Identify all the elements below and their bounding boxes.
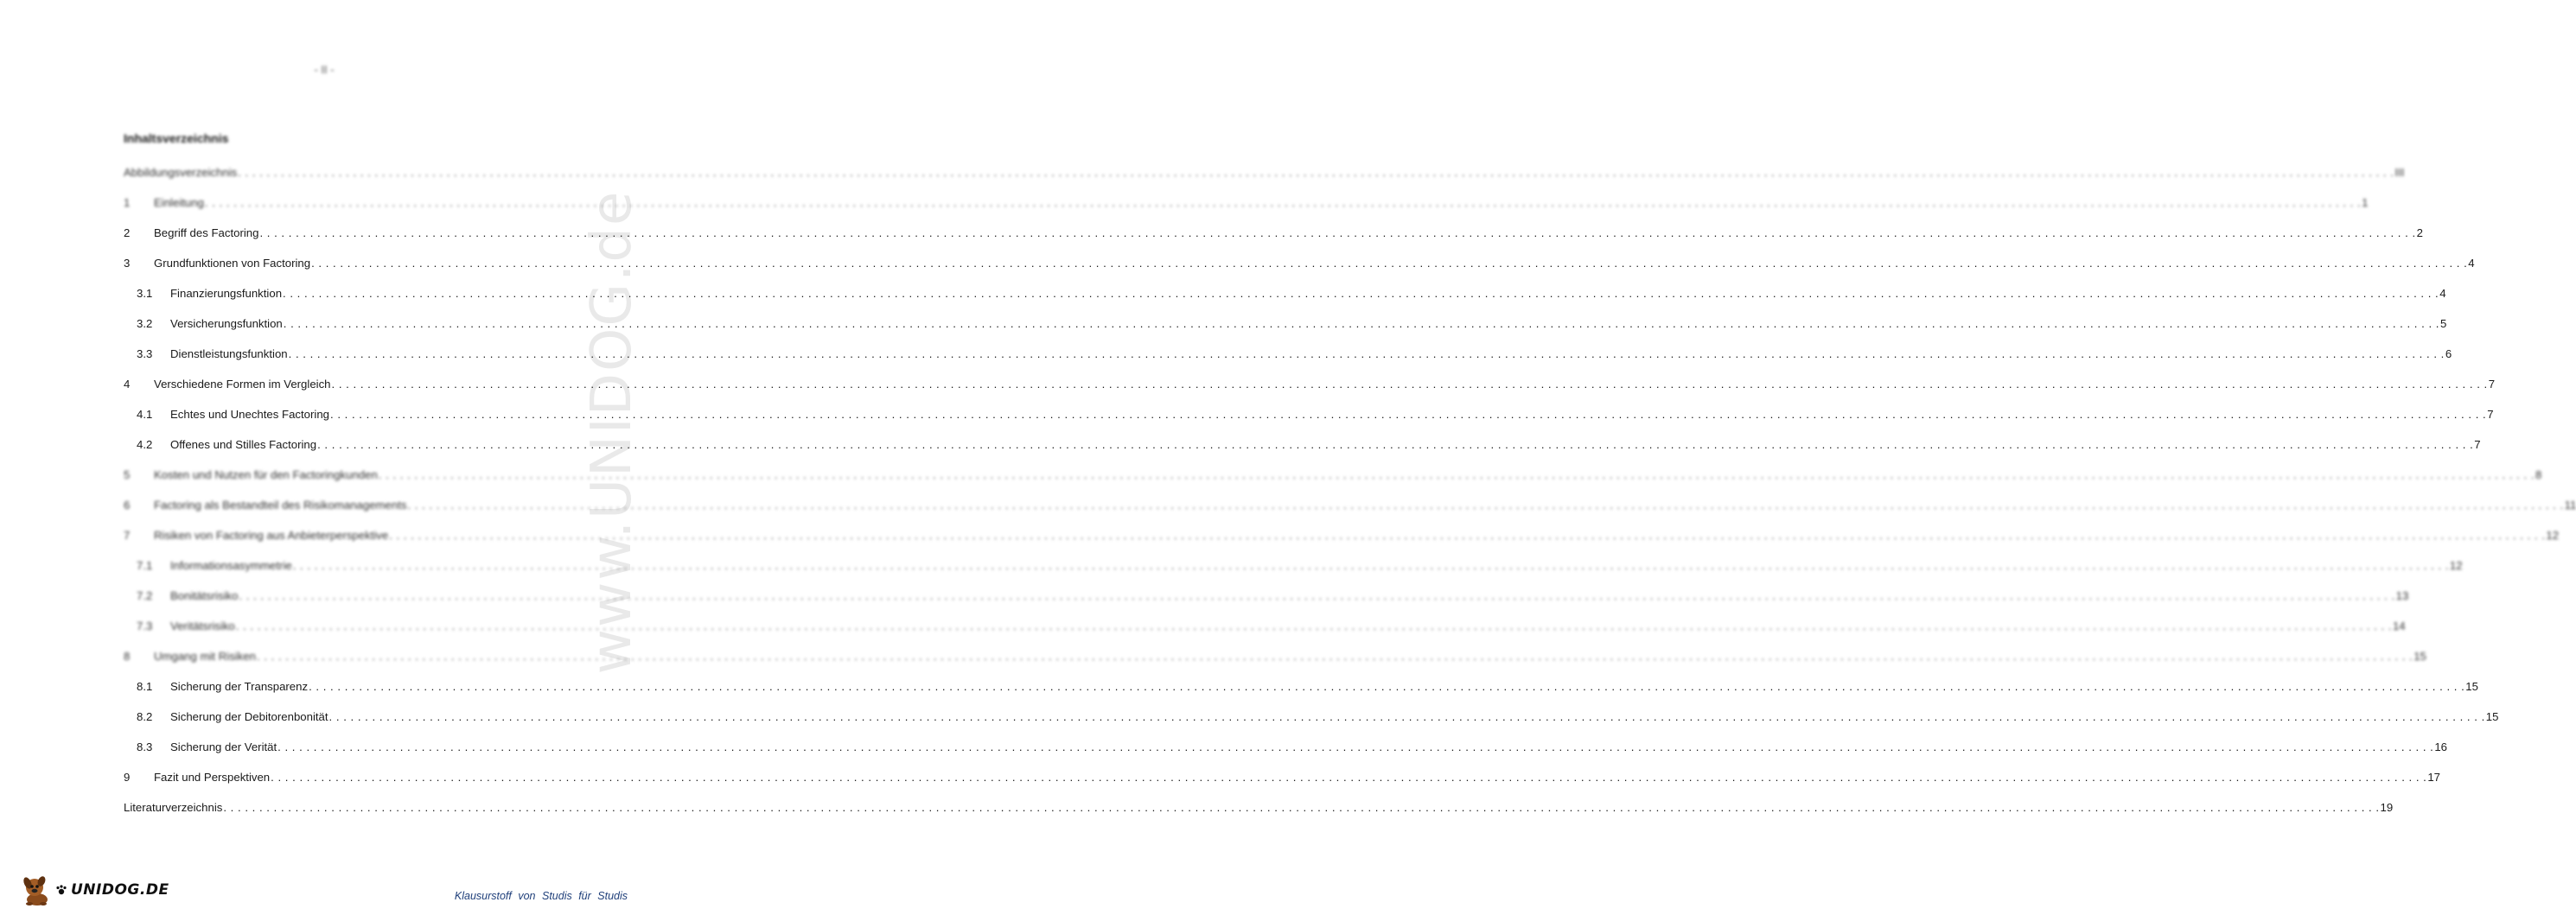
toc-entry [124,648,2426,678]
toc-entry-line [170,557,2463,575]
toc-entry-number: 5 [124,468,131,481]
toc-entry-line [170,436,2481,454]
toc-entry-page: 8 [2535,468,2542,481]
toc-entry [124,315,2447,346]
unidog-logo [19,873,169,907]
toc-entry-number: 3 [124,257,131,270]
toc-entry-label: Grundfunktionen von Factoring [154,257,311,270]
toc-entry-line [170,618,2406,635]
toc-entry-number: 8.2 [137,710,153,723]
toc-dot-leader: . . . . . . . . . . . . . . . . . . . . . . . . . . . . . . . . . . . . . . . . . . . . . . . . . . . . . . . . . . . . . . . . . . . . . . . . . . . . . . . . . . . . . . . . . . . . . . . . . . . . . . . . . . . . . . . . . . . . . . . . . . . . . . . . . . . . . . . . . . . . . . . . . . . . . . . . . . . . . . . . . . . . . . . . . . . . . . . . . . . . . . . . . . . . . . . . . . . . . . . . . . . . . . . . . . . . . . . . . . . . . . . . . . . . . . . . . . . . . . . . . . . . . . . . . . . . . . . . . . . . . . . . . . . . . . . . . . . . . . . . . . . . . . . . . . . . . . . . . . . . [407,499,2564,512]
toc-title: Inhaltsverzeichnis [124,131,229,145]
toc-entry-page: 5 [2439,317,2447,330]
toc-entry [124,799,2394,829]
toc-entry-label: Literaturverzeichnis [124,801,223,814]
toc-entry [124,497,2576,527]
toc-entry [124,164,2405,194]
toc-entry-number: 8.1 [137,680,153,693]
toc-entry [124,467,2542,497]
toc-entry-label: Sicherung der Transparenz [170,680,309,693]
toc-entry [124,678,2478,708]
toc-dot-leader: . . . . . . . . . . . . . . . . . . . . . . . . . . . . . . . . . . . . . . . . . . . . . . . . . . . . . . . . . . . . . . . . . . . . . . . . . . . . . . . . . . . . . . . . . . . . . . . . . . . . . . . . . . . . . . . . . . . . . . . . . . . . . . . . . . . . . . . . . . . . . . . . . . . . . . . . . . . . . . . . . . . . . . . . . . . . . . . . . . . . . . . . . . . . . . . . . . . . . . . . . . . . . . . . . . . . . . . . . . . . . . . . . . . . . . . . . . . . . . . . . . . . . . . . . . . . . . . . . . . . . . . . . . . . . . . . . . . . . . . . . . . . . . . . . . . . . . . . . . . . [239,589,2395,602]
toc-entry-number: 6 [124,499,131,512]
toc-entry-page: 1 [2362,196,2369,209]
toc-entry [124,739,2448,769]
toc-entry-page: 7 [2488,378,2496,391]
toc-dot-leader: . . . . . . . . . . . . . . . . . . . . . . . . . . . . . . . . . . . . . . . . . . . . . . . . . . . . . . . . . . . . . . . . . . . . . . . . . . . . . . . . . . . . . . . . . . . . . . . . . . . . . . . . . . . . . . . . . . . . . . . . . . . . . . . . . . . . . . . . . . . . . . . . . . . . . . . . . . . . . . . . . . . . . . . . . . . . . . . . . . . . . . . . . . . . . . . . . . . . . . . . . . . . . . . . . . . . . . . . . . . . . . . . . . . . . . . . . . . . . . . . . . . . . . . . . . . . . . . . . . . . . . . . . . . . . . . . . . . . . . . . . . . . . . . . . . . . . . . . . . . . [238,166,2394,179]
toc-entry-line [154,255,2475,272]
toc-entry-label: Informationsasymmetrie [170,559,292,572]
toc-entry [124,406,2494,436]
toc-entry-page: 13 [2395,589,2409,602]
toc-dot-leader: . . . . . . . . . . . . . . . . . . . . . . . . . . . . . . . . . . . . . . . . . . . . . . . . . . . . . . . . . . . . . . . . . . . . . . . . . . . . . . . . . . . . . . . . . . . . . . . . . . . . . . . . . . . . . . . . . . . . . . . . . . . . . . . . . . . . . . . . . . . . . . . . . . . . . . . . . . . . . . . . . . . . . . . . . . . . . . . . . . . . . . . . . . . . . . . . . . . . . . . . . . . . . . . . . . . . . . . . . . . . . . . . . . . . . . . . . . . . . . . . . . . . . . . . . . . . . . . . . . . . . . . . . . . . . . . . . . . . . . . . . . . . . . . . . . . . . . . . . . . . [328,710,2485,723]
toc-entry-label: Factoring als Bestandteil des Risikomanagements [154,499,407,512]
toc-entry-label: Bonitätsrisiko [170,589,239,602]
toc-entry-line [170,315,2447,333]
toc-dot-leader: . . . . . . . . . . . . . . . . . . . . . . . . . . . . . . . . . . . . . . . . . . . . . . . . . . . . . . . . . . . . . . . . . . . . . . . . . . . . . . . . . . . . . . . . . . . . . . . . . . . . . . . . . . . . . . . . . . . . . . . . . . . . . . . . . . . . . . . . . . . . . . . . . . . . . . . . . . . . . . . . . . . . . . . . . . . . . . . . . . . . . . . . . . . . . . . . . . . . . . . . . . . . . . . . . . . . . . . . . . . . . . . . . . . . . . . . . . . . . . . . . . . . . . . . . . . . . . . . . . . . . . . . . . . . . . . . . . . . . . . . . . . . . . . . . . . . . . . . . . . . [389,529,2546,542]
toc-entry-line [170,588,2409,605]
toc-entry-number: 3.3 [137,347,153,360]
toc-dot-leader: . . . . . . . . . . . . . . . . . . . . . . . . . . . . . . . . . . . . . . . . . . . . . . . . . . . . . . . . . . . . . . . . . . . . . . . . . . . . . . . . . . . . . . . . . . . . . . . . . . . . . . . . . . . . . . . . . . . . . . . . . . . . . . . . . . . . . . . . . . . . . . . . . . . . . . . . . . . . . . . . . . . . . . . . . . . . . . . . . . . . . . . . . . . . . . . . . . . . . . . . . . . . . . . . . . . . . . . . . . . . . . . . . . . . . . . . . . . . . . . . . . . . . . . . . . . . . . . . . . . . . . . . . . . . . . . . . . . . . . . . . . . . . . . . . . . . . . . . . . . . [271,771,2427,784]
toc-entry-page: 4 [2468,257,2475,270]
toc-dot-leader: . . . . . . . . . . . . . . . . . . . . . . . . . . . . . . . . . . . . . . . . . . . . . . . . . . . . . . . . . . . . . . . . . . . . . . . . . . . . . . . . . . . . . . . . . . . . . . . . . . . . . . . . . . . . . . . . . . . . . . . . . . . . . . . . . . . . . . . . . . . . . . . . . . . . . . . . . . . . . . . . . . . . . . . . . . . . . . . . . . . . . . . . . . . . . . . . . . . . . . . . . . . . . . . . . . . . . . . . . . . . . . . . . . . . . . . . . . . . . . . . . . . . . . . . . . . . . . . . . . . . . . . . . . . . . . . . . . . . . . . . . . . . . . . . . . . . . . . . . . . . [223,801,2380,814]
toc-entry-page: 15 [2485,710,2499,723]
toc-entry-label: Kosten und Nutzen für den Factoringkunden [154,468,378,481]
toc-entry-label: Fazit und Perspektiven [154,771,271,784]
toc-entry [124,225,2423,255]
toc-entry-label: Risiken von Factoring aus Anbieterperspektive [154,529,389,542]
toc-entry-label: Verschiedene Formen im Vergleich [154,378,331,391]
logo-text: UNIDOG.DE [71,881,169,899]
toc-dot-leader: . . . . . . . . . . . . . . . . . . . . . . . . . . . . . . . . . . . . . . . . . . . . . . . . . . . . . . . . . . . . . . . . . . . . . . . . . . . . . . . . . . . . . . . . . . . . . . . . . . . . . . . . . . . . . . . . . . . . . . . . . . . . . . . . . . . . . . . . . . . . . . . . . . . . . . . . . . . . . . . . . . . . . . . . . . . . . . . . . . . . . . . . . . . . . . . . . . . . . . . . . . . . . . . . . . . . . . . . . . . . . . . . . . . . . . . . . . . . . . . . . . . . . . . . . . . . . . . . . . . . . . . . . . . . . . . . . . . . . . . . . . . . . . . . . . . . . . . . . . . . [309,680,2465,693]
toc-entry [124,557,2463,588]
toc-dot-leader: . . . . . . . . . . . . . . . . . . . . . . . . . . . . . . . . . . . . . . . . . . . . . . . . . . . . . . . . . . . . . . . . . . . . . . . . . . . . . . . . . . . . . . . . . . . . . . . . . . . . . . . . . . . . . . . . . . . . . . . . . . . . . . . . . . . . . . . . . . . . . . . . . . . . . . . . . . . . . . . . . . . . . . . . . . . . . . . . . . . . . . . . . . . . . . . . . . . . . . . . . . . . . . . . . . . . . . . . . . . . . . . . . . . . . . . . . . . . . . . . . . . . . . . . . . . . . . . . . . . . . . . . . . . . . . . . . . . . . . . . . . . . . . . . . . . . . . . . . . . . [378,468,2535,481]
toc-dot-leader: . . . . . . . . . . . . . . . . . . . . . . . . . . . . . . . . . . . . . . . . . . . . . . . . . . . . . . . . . . . . . . . . . . . . . . . . . . . . . . . . . . . . . . . . . . . . . . . . . . . . . . . . . . . . . . . . . . . . . . . . . . . . . . . . . . . . . . . . . . . . . . . . . . . . . . . . . . . . . . . . . . . . . . . . . . . . . . . . . . . . . . . . . . . . . . . . . . . . . . . . . . . . . . . . . . . . . . . . . . . . . . . . . . . . . . . . . . . . . . . . . . . . . . . . . . . . . . . . . . . . . . . . . . . . . . . . . . . . . . . . . . . . . . . . . . . . . . . . . . . . [204,196,2362,209]
toc-entry-page: 7 [2487,408,2494,421]
toc-entry [124,588,2409,618]
toc-entry-number: 4.2 [137,438,153,451]
toc-entry-page: 14 [2392,620,2406,632]
toc-entry [124,255,2475,285]
toc-entry [124,376,2496,406]
page-number: - II - [314,63,335,76]
toc-entry-label: Veritätsrisiko [170,620,235,632]
toc-dot-leader: . . . . . . . . . . . . . . . . . . . . . . . . . . . . . . . . . . . . . . . . . . . . . . . . . . . . . . . . . . . . . . . . . . . . . . . . . . . . . . . . . . . . . . . . . . . . . . . . . . . . . . . . . . . . . . . . . . . . . . . . . . . . . . . . . . . . . . . . . . . . . . . . . . . . . . . . . . . . . . . . . . . . . . . . . . . . . . . . . . . . . . . . . . . . . . . . . . . . . . . . . . . . . . . . . . . . . . . . . . . . . . . . . . . . . . . . . . . . . . . . . . . . . . . . . . . . . . . . . . . . . . . . . . . . . . . . . . . . . . . . . . . . . . . . . . . . . . . . . . . . [283,317,2439,330]
toc-entry-number: 4.1 [137,408,153,421]
toc-dot-leader: . . . . . . . . . . . . . . . . . . . . . . . . . . . . . . . . . . . . . . . . . . . . . . . . . . . . . . . . . . . . . . . . . . . . . . . . . . . . . . . . . . . . . . . . . . . . . . . . . . . . . . . . . . . . . . . . . . . . . . . . . . . . . . . . . . . . . . . . . . . . . . . . . . . . . . . . . . . . . . . . . . . . . . . . . . . . . . . . . . . . . . . . . . . . . . . . . . . . . . . . . . . . . . . . . . . . . . . . . . . . . . . . . . . . . . . . . . . . . . . . . . . . . . . . . . . . . . . . . . . . . . . . . . . . . . . . . . . . . . . . . . . . . . . . . . . . . . . . . . . . [330,408,2487,421]
toc-entry-label: Echtes und Unechtes Factoring [170,408,329,421]
toc-entry-page: 15 [2413,650,2426,663]
toc-entry-line [170,346,2452,363]
toc-entry-number: 3.1 [137,287,153,300]
paw-icon [55,884,67,896]
toc-entry-line [154,527,2560,544]
toc-entry [124,194,2369,225]
toc-entry-label: Sicherung der Debitorenbonität [170,710,328,723]
toc-entry-page: 19 [2380,801,2394,814]
toc-dot-leader: . . . . . . . . . . . . . . . . . . . . . . . . . . . . . . . . . . . . . . . . . . . . . . . . . . . . . . . . . . . . . . . . . . . . . . . . . . . . . . . . . . . . . . . . . . . . . . . . . . . . . . . . . . . . . . . . . . . . . . . . . . . . . . . . . . . . . . . . . . . . . . . . . . . . . . . . . . . . . . . . . . . . . . . . . . . . . . . . . . . . . . . . . . . . . . . . . . . . . . . . . . . . . . . . . . . . . . . . . . . . . . . . . . . . . . . . . . . . . . . . . . . . . . . . . . . . . . . . . . . . . . . . . . . . . . . . . . . . . . . . . . . . . . . . . . . . . . . . . . . . [283,287,2439,300]
toc-entry-page: 16 [2434,740,2448,753]
toc-entry-label: Finanzierungsfunktion [170,287,283,300]
toc-entry-page: 12 [2546,529,2560,542]
toc-entry [124,527,2560,557]
toc-entry-line [170,406,2494,423]
watermark: www.UNIDOG.de [580,189,644,675]
toc-entry-line [154,376,2496,393]
toc-entry-line [170,739,2448,756]
toc-dot-leader: . . . . . . . . . . . . . . . . . . . . . . . . . . . . . . . . . . . . . . . . . . . . . . . . . . . . . . . . . . . . . . . . . . . . . . . . . . . . . . . . . . . . . . . . . . . . . . . . . . . . . . . . . . . . . . . . . . . . . . . . . . . . . . . . . . . . . . . . . . . . . . . . . . . . . . . . . . . . . . . . . . . . . . . . . . . . . . . . . . . . . . . . . . . . . . . . . . . . . . . . . . . . . . . . . . . . . . . . . . . . . . . . . . . . . . . . . . . . . . . . . . . . . . . . . . . . . . . . . . . . . . . . . . . . . . . . . . . . . . . . . . . . . . . . . . . . . . . . . . . . [311,257,2468,270]
toc-entry-number: 8.3 [137,740,153,753]
toc-dot-leader: . . . . . . . . . . . . . . . . . . . . . . . . . . . . . . . . . . . . . . . . . . . . . . . . . . . . . . . . . . . . . . . . . . . . . . . . . . . . . . . . . . . . . . . . . . . . . . . . . . . . . . . . . . . . . . . . . . . . . . . . . . . . . . . . . . . . . . . . . . . . . . . . . . . . . . . . . . . . . . . . . . . . . . . . . . . . . . . . . . . . . . . . . . . . . . . . . . . . . . . . . . . . . . . . . . . . . . . . . . . . . . . . . . . . . . . . . . . . . . . . . . . . . . . . . . . . . . . . . . . . . . . . . . . . . . . . . . . . . . . . . . . . . . . . . . . . . . . . . . . . [292,559,2449,572]
toc-dot-leader: . . . . . . . . . . . . . . . . . . . . . . . . . . . . . . . . . . . . . . . . . . . . . . . . . . . . . . . . . . . . . . . . . . . . . . . . . . . . . . . . . . . . . . . . . . . . . . . . . . . . . . . . . . . . . . . . . . . . . . . . . . . . . . . . . . . . . . . . . . . . . . . . . . . . . . . . . . . . . . . . . . . . . . . . . . . . . . . . . . . . . . . . . . . . . . . . . . . . . . . . . . . . . . . . . . . . . . . . . . . . . . . . . . . . . . . . . . . . . . . . . . . . . . . . . . . . . . . . . . . . . . . . . . . . . . . . . . . . . . . . . . . . . . . . . . . . . . . . . . . . [277,740,2434,753]
footer-tagline: Klausurstoff von Studis für Studis [454,890,628,902]
toc-entry-page: 7 [2474,438,2481,451]
toc-entry [124,346,2452,376]
toc-entry-label: Versicherungsfunktion [170,317,283,330]
toc-entry-number: 4 [124,378,131,391]
toc-entry-number: 9 [124,771,131,784]
toc-entry-label: Begriff des Factoring [154,226,259,239]
toc-entry-line [154,497,2576,514]
toc-entry-number: 1 [124,196,131,209]
dog-mascot-icon [19,873,54,907]
toc-entry-number: 7.3 [137,620,153,632]
toc-entry-page: 4 [2439,287,2446,300]
toc-entry-line [170,678,2478,696]
toc-dot-leader: . . . . . . . . . . . . . . . . . . . . . . . . . . . . . . . . . . . . . . . . . . . . . . . . . . . . . . . . . . . . . . . . . . . . . . . . . . . . . . . . . . . . . . . . . . . . . . . . . . . . . . . . . . . . . . . . . . . . . . . . . . . . . . . . . . . . . . . . . . . . . . . . . . . . . . . . . . . . . . . . . . . . . . . . . . . . . . . . . . . . . . . . . . . . . . . . . . . . . . . . . . . . . . . . . . . . . . . . . . . . . . . . . . . . . . . . . . . . . . . . . . . . . . . . . . . . . . . . . . . . . . . . . . . . . . . . . . . . . . . . . . . . . . . . . . . . . . . . . . . . [288,347,2445,360]
toc-entry-page: 2 [2416,226,2423,239]
toc-dot-leader: . . . . . . . . . . . . . . . . . . . . . . . . . . . . . . . . . . . . . . . . . . . . . . . . . . . . . . . . . . . . . . . . . . . . . . . . . . . . . . . . . . . . . . . . . . . . . . . . . . . . . . . . . . . . . . . . . . . . . . . . . . . . . . . . . . . . . . . . . . . . . . . . . . . . . . . . . . . . . . . . . . . . . . . . . . . . . . . . . . . . . . . . . . . . . . . . . . . . . . . . . . . . . . . . . . . . . . . . . . . . . . . . . . . . . . . . . . . . . . . . . . . . . . . . . . . . . . . . . . . . . . . . . . . . . . . . . . . . . . . . . . . . . . . . . . . . . . . . . . . . [257,650,2413,663]
toc-entry-page: 12 [2449,559,2463,572]
toc-dot-leader: . . . . . . . . . . . . . . . . . . . . . . . . . . . . . . . . . . . . . . . . . . . . . . . . . . . . . . . . . . . . . . . . . . . . . . . . . . . . . . . . . . . . . . . . . . . . . . . . . . . . . . . . . . . . . . . . . . . . . . . . . . . . . . . . . . . . . . . . . . . . . . . . . . . . . . . . . . . . . . . . . . . . . . . . . . . . . . . . . . . . . . . . . . . . . . . . . . . . . . . . . . . . . . . . . . . . . . . . . . . . . . . . . . . . . . . . . . . . . . . . . . . . . . . . . . . . . . . . . . . . . . . . . . . . . . . . . . . . . . . . . . . . . . . . . . . . . . . . . . . . [259,226,2416,239]
toc-entry-line [170,285,2446,302]
toc-entry-label: Sicherung der Verität [170,740,277,753]
toc-entry-label: Umgang mit Risiken [154,650,256,663]
toc-entry-line [154,225,2423,242]
toc-entry [124,285,2446,315]
toc-entry-page: 15 [2465,680,2478,693]
toc-entry-line [124,799,2394,817]
toc-entry-label: Abbildungsverzeichnis [124,166,238,179]
toc-entry-line [154,194,2369,212]
toc-entry-number: 8 [124,650,131,663]
toc-dot-leader: . . . . . . . . . . . . . . . . . . . . . . . . . . . . . . . . . . . . . . . . . . . . . . . . . . . . . . . . . . . . . . . . . . . . . . . . . . . . . . . . . . . . . . . . . . . . . . . . . . . . . . . . . . . . . . . . . . . . . . . . . . . . . . . . . . . . . . . . . . . . . . . . . . . . . . . . . . . . . . . . . . . . . . . . . . . . . . . . . . . . . . . . . . . . . . . . . . . . . . . . . . . . . . . . . . . . . . . . . . . . . . . . . . . . . . . . . . . . . . . . . . . . . . . . . . . . . . . . . . . . . . . . . . . . . . . . . . . . . . . . . . . . . . . . . . . . . . . . . . . . [235,620,2392,632]
toc-entry-line [154,648,2426,665]
toc-entry [124,769,2441,799]
toc-entry-number: 7.2 [137,589,153,602]
toc-entry-page: 6 [2445,347,2452,360]
toc-entry-number: 7.1 [137,559,153,572]
toc-entry [124,708,2499,739]
toc-entry-label: Einleitung [154,196,204,209]
toc-entry-line [154,769,2441,786]
toc-entry-label: Dienstleistungsfunktion [170,347,288,360]
toc-entry-number: 7 [124,529,131,542]
toc-entry-line [124,164,2405,181]
toc-entry-page: 11 [2564,499,2576,512]
toc-dot-leader: . . . . . . . . . . . . . . . . . . . . . . . . . . . . . . . . . . . . . . . . . . . . . . . . . . . . . . . . . . . . . . . . . . . . . . . . . . . . . . . . . . . . . . . . . . . . . . . . . . . . . . . . . . . . . . . . . . . . . . . . . . . . . . . . . . . . . . . . . . . . . . . . . . . . . . . . . . . . . . . . . . . . . . . . . . . . . . . . . . . . . . . . . . . . . . . . . . . . . . . . . . . . . . . . . . . . . . . . . . . . . . . . . . . . . . . . . . . . . . . . . . . . . . . . . . . . . . . . . . . . . . . . . . . . . . . . . . . . . . . . . . . . . . . . . . . . . . . . . . . . [317,438,2474,451]
toc-entry-page: III [2394,166,2405,179]
toc-entry-page: 17 [2427,771,2441,784]
toc-dot-leader: . . . . . . . . . . . . . . . . . . . . . . . . . . . . . . . . . . . . . . . . . . . . . . . . . . . . . . . . . . . . . . . . . . . . . . . . . . . . . . . . . . . . . . . . . . . . . . . . . . . . . . . . . . . . . . . . . . . . . . . . . . . . . . . . . . . . . . . . . . . . . . . . . . . . . . . . . . . . . . . . . . . . . . . . . . . . . . . . . . . . . . . . . . . . . . . . . . . . . . . . . . . . . . . . . . . . . . . . . . . . . . . . . . . . . . . . . . . . . . . . . . . . . . . . . . . . . . . . . . . . . . . . . . . . . . . . . . . . . . . . . . . . . . . . . . . . . . . . . . . . [331,378,2488,391]
toc-entry-line [154,467,2542,484]
toc-entry-number: 2 [124,226,131,239]
toc-entry-label: Offenes und Stilles Factoring [170,438,317,451]
toc-entry-line [170,708,2499,726]
toc-entry [124,618,2406,648]
toc-entry [124,436,2481,467]
toc-entry-number: 3.2 [137,317,153,330]
